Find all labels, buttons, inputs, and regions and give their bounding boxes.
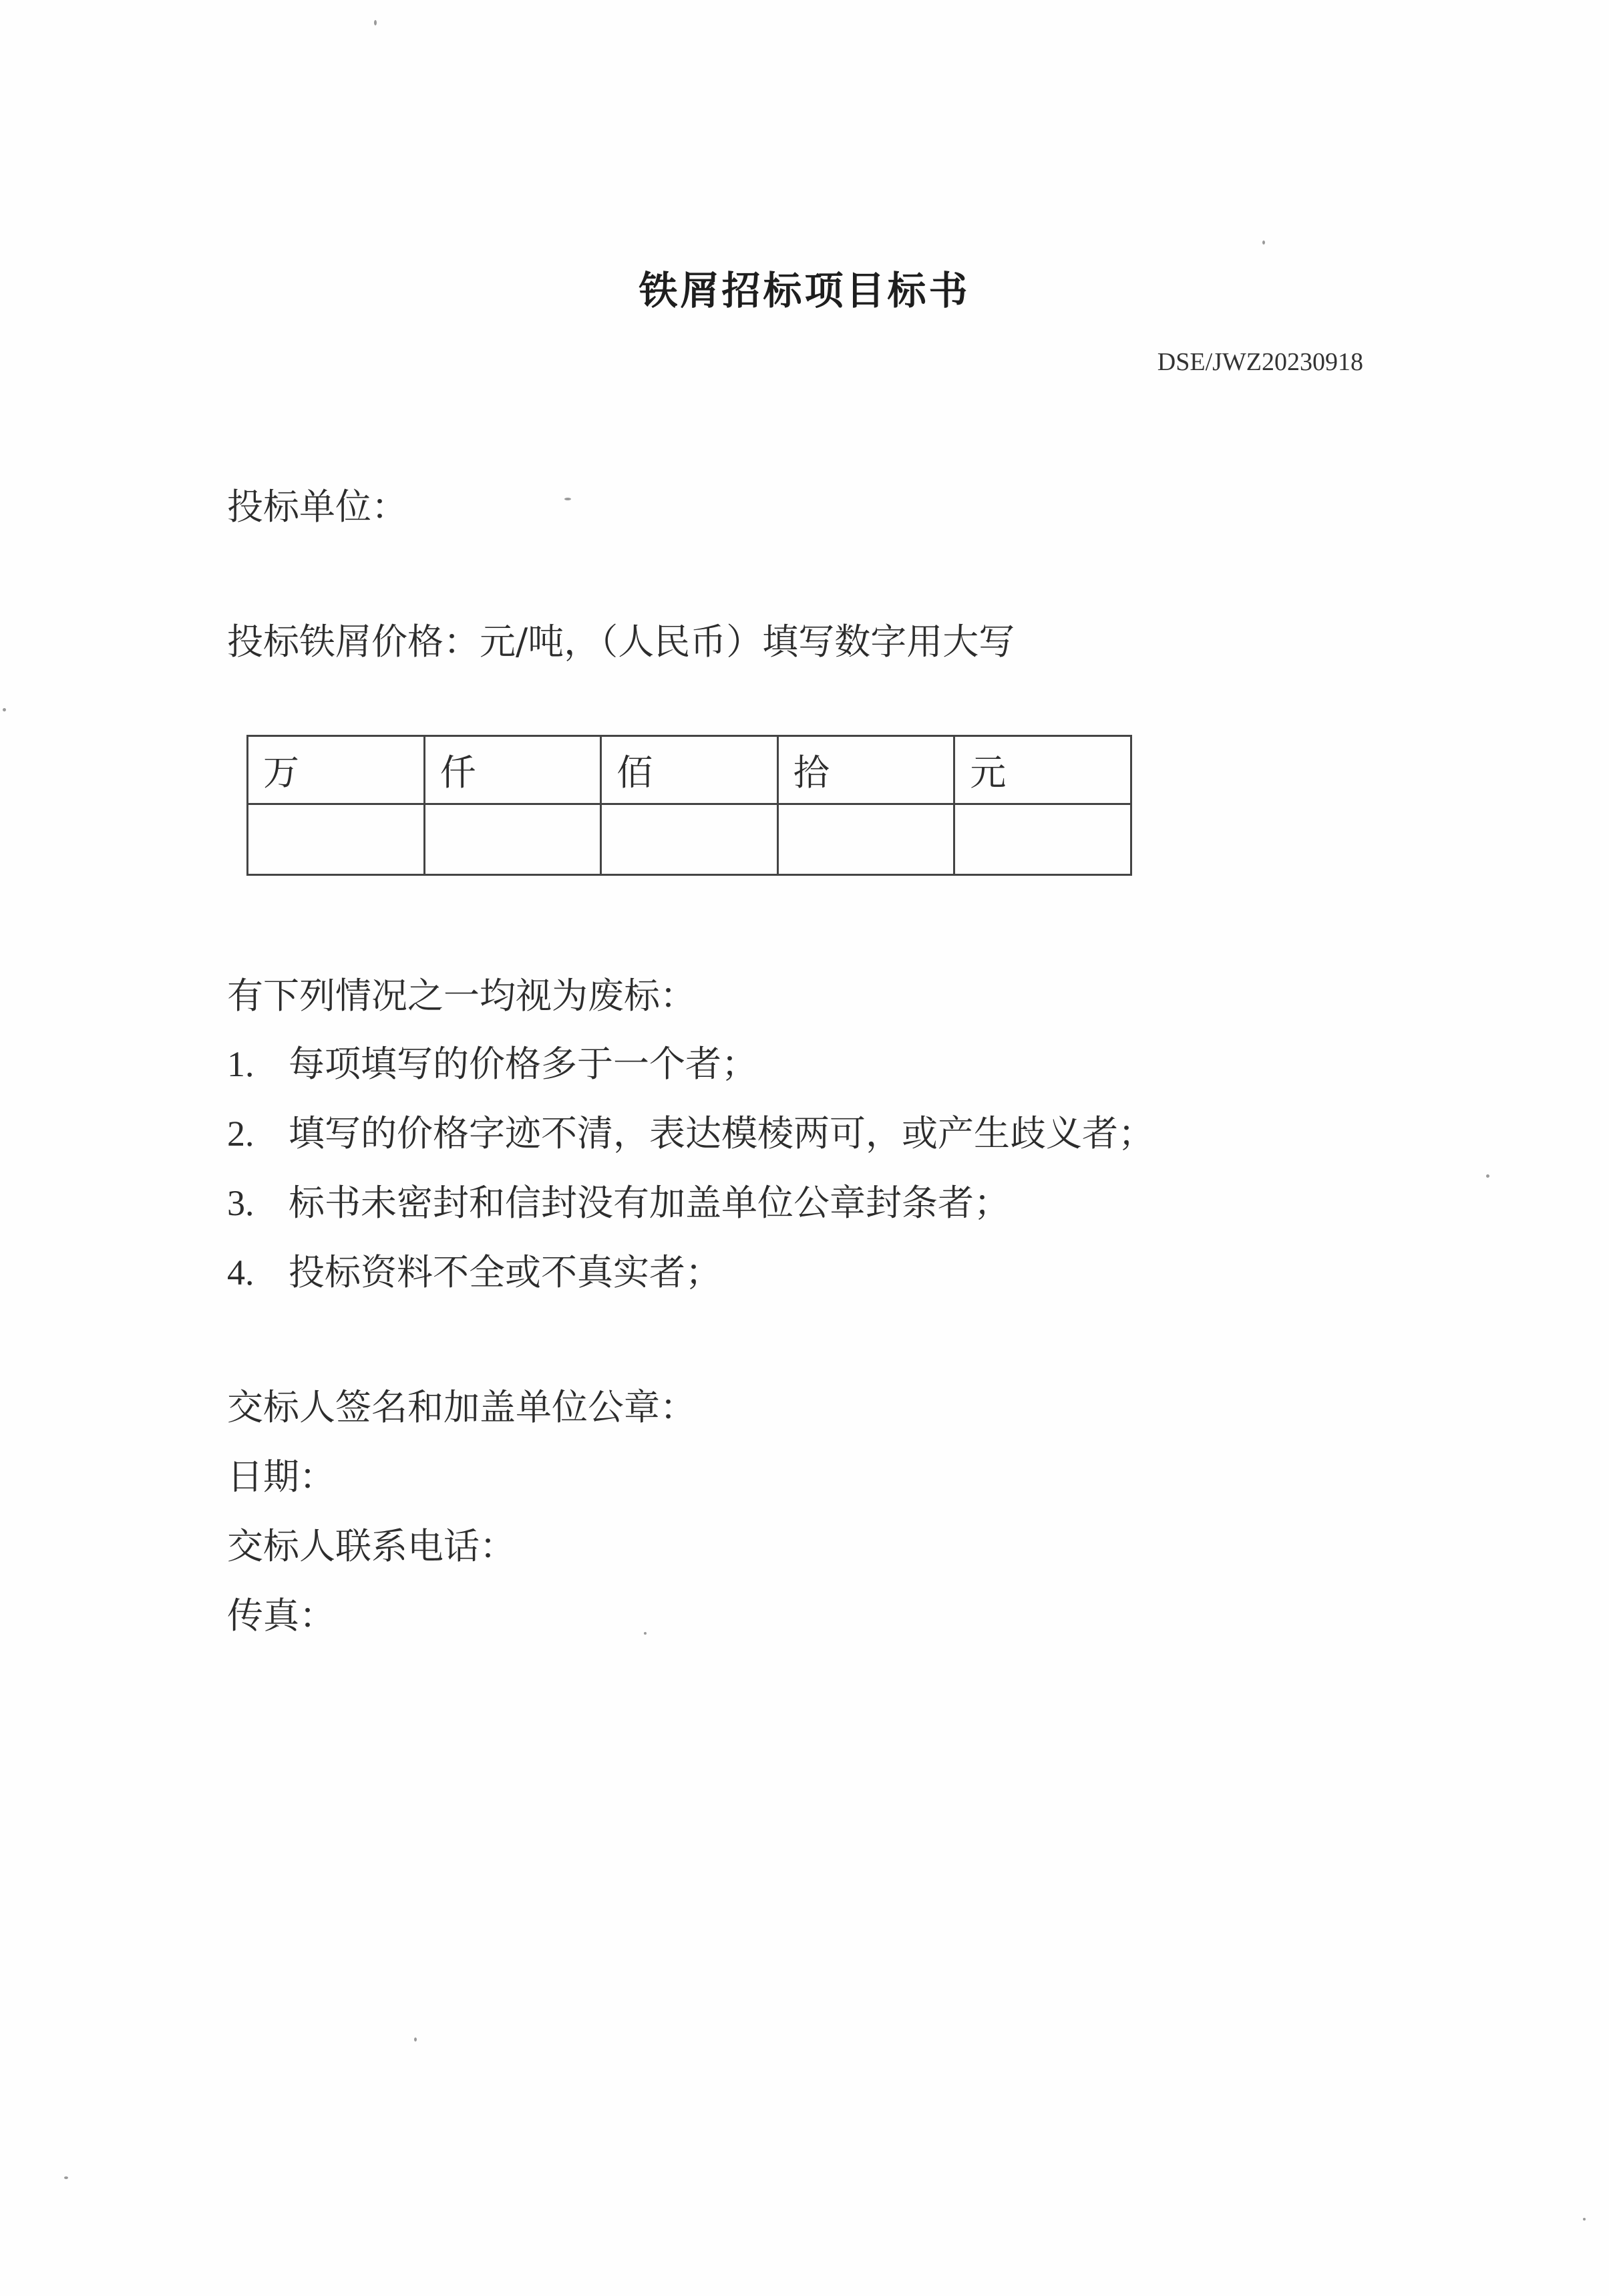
void-condition-item bbox=[227, 1105, 1154, 1156]
bidder-unit-label: 投标单位： bbox=[227, 486, 407, 528]
price-table-header-row bbox=[248, 736, 1131, 804]
price-header-yuan: 元 bbox=[954, 736, 1131, 804]
price-value-shi[interactable] bbox=[777, 804, 954, 875]
signer-seal-label: 交标人签名和加盖单位公章： bbox=[227, 1386, 696, 1428]
price-table-value-row bbox=[248, 804, 1131, 875]
item-number: 1. bbox=[227, 1044, 254, 1084]
phone-label: 交标人联系电话： bbox=[227, 1525, 516, 1567]
scan-speck bbox=[1262, 240, 1265, 244]
item-text: 填写的价格字迹不清，表达模棱两可，或产生歧义者； bbox=[289, 1112, 1154, 1154]
item-number: 3. bbox=[227, 1183, 254, 1223]
price-value-wan[interactable] bbox=[248, 804, 425, 875]
item-text: 标书未密封和信封没有加盖单位公章封条者； bbox=[289, 1182, 1010, 1224]
void-conditions-heading: 有下列情况之一均视为废标： bbox=[227, 975, 696, 1017]
item-number: 2. bbox=[227, 1114, 254, 1154]
scan-speck bbox=[3, 708, 6, 711]
price-header-wan: 万 bbox=[248, 736, 425, 804]
scan-speck bbox=[64, 2176, 68, 2179]
date-label: 日期： bbox=[227, 1456, 335, 1498]
price-header-bai: 佰 bbox=[601, 736, 778, 804]
document-number: DSE/JWZ20230918 bbox=[1157, 348, 1363, 376]
scan-speck bbox=[564, 498, 571, 500]
item-text: 投标资料不全或不真实者； bbox=[289, 1251, 721, 1293]
scan-speck bbox=[644, 1632, 647, 1635]
item-number: 4. bbox=[227, 1253, 254, 1293]
price-value-yuan[interactable] bbox=[954, 804, 1131, 875]
scan-speck bbox=[1583, 2218, 1586, 2221]
fax-label: 传真： bbox=[227, 1595, 335, 1637]
price-header-qian: 仟 bbox=[424, 736, 601, 804]
item-text: 每项填写的价格多于一个者； bbox=[289, 1043, 757, 1085]
void-condition-item bbox=[227, 1035, 757, 1087]
scan-speck bbox=[374, 20, 377, 25]
scan-speck bbox=[414, 2037, 417, 2041]
price-header-shi: 拾 bbox=[777, 736, 954, 804]
bid-price-instruction: 投标铁屑价格：元/吨，（人民币）填写数字用大写 bbox=[227, 621, 1015, 663]
void-condition-item bbox=[227, 1244, 721, 1295]
price-table bbox=[246, 735, 1132, 876]
scan-speck bbox=[1486, 1174, 1489, 1178]
price-value-bai[interactable] bbox=[601, 804, 778, 875]
document-title: 铁屑招标项目标书 bbox=[639, 268, 970, 313]
price-value-qian[interactable] bbox=[424, 804, 601, 875]
void-condition-item bbox=[227, 1174, 1010, 1226]
